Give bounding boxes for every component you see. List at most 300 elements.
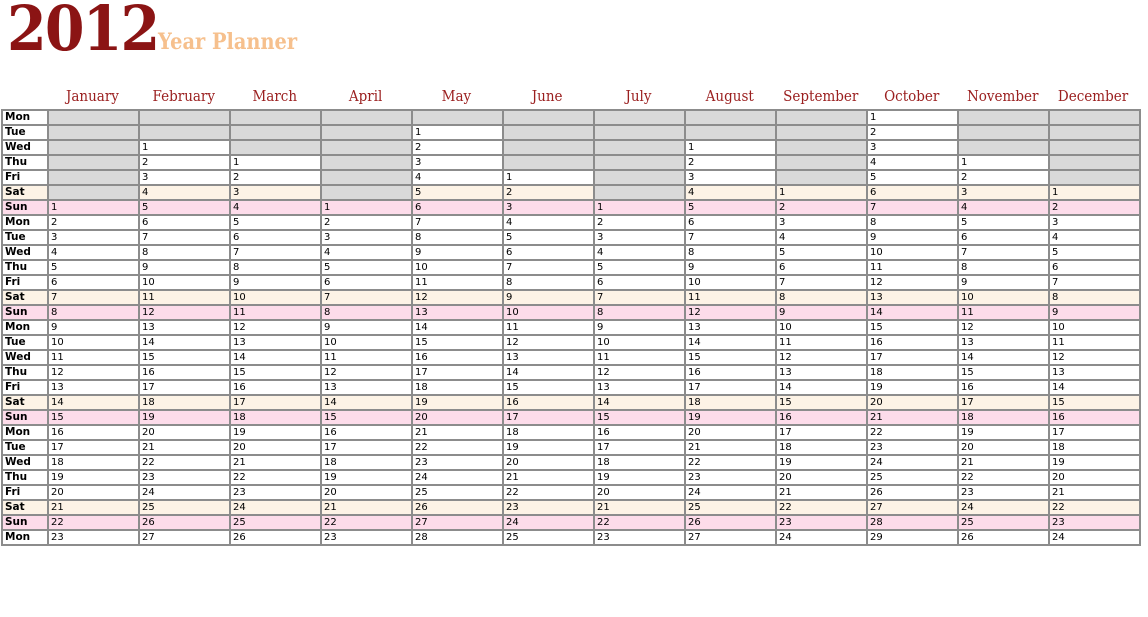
day-cell[interactable]: 4 <box>776 230 867 245</box>
day-cell[interactable]: 14 <box>1049 380 1140 395</box>
day-cell[interactable]: 19 <box>776 455 867 470</box>
day-cell[interactable]: 22 <box>958 470 1049 485</box>
day-cell[interactable]: 8 <box>958 260 1049 275</box>
day-cell[interactable]: 8 <box>1049 290 1140 305</box>
day-cell[interactable]: 23 <box>412 455 503 470</box>
day-cell[interactable]: 10 <box>867 245 958 260</box>
day-cell[interactable]: 27 <box>412 515 503 530</box>
day-cell[interactable]: 26 <box>958 530 1049 545</box>
day-cell[interactable]: 1 <box>594 200 685 215</box>
day-cell[interactable]: 17 <box>139 380 230 395</box>
day-cell[interactable]: 21 <box>776 485 867 500</box>
day-cell[interactable]: 24 <box>685 485 776 500</box>
day-cell[interactable]: 14 <box>321 395 412 410</box>
blank-cell[interactable] <box>230 140 321 155</box>
day-cell[interactable]: 25 <box>139 500 230 515</box>
day-cell[interactable]: 17 <box>685 380 776 395</box>
blank-cell[interactable] <box>1049 140 1140 155</box>
day-cell[interactable]: 6 <box>867 185 958 200</box>
day-cell[interactable]: 2 <box>867 125 958 140</box>
day-cell[interactable]: 5 <box>412 185 503 200</box>
day-cell[interactable]: 20 <box>685 425 776 440</box>
day-cell[interactable]: 7 <box>139 230 230 245</box>
blank-cell[interactable] <box>230 110 321 125</box>
blank-cell[interactable] <box>503 140 594 155</box>
day-cell[interactable]: 5 <box>594 260 685 275</box>
day-cell[interactable]: 11 <box>867 260 958 275</box>
day-cell[interactable]: 6 <box>1049 260 1140 275</box>
blank-cell[interactable] <box>1049 155 1140 170</box>
day-cell[interactable]: 17 <box>321 440 412 455</box>
day-cell[interactable]: 15 <box>48 410 139 425</box>
day-cell[interactable]: 9 <box>1049 305 1140 320</box>
blank-cell[interactable] <box>776 110 867 125</box>
day-cell[interactable]: 19 <box>48 470 139 485</box>
day-cell[interactable]: 16 <box>48 425 139 440</box>
day-cell[interactable]: 16 <box>321 425 412 440</box>
day-cell[interactable]: 27 <box>139 530 230 545</box>
day-cell[interactable]: 4 <box>958 200 1049 215</box>
day-cell[interactable]: 19 <box>594 470 685 485</box>
day-cell[interactable]: 8 <box>594 305 685 320</box>
day-cell[interactable]: 22 <box>1049 500 1140 515</box>
day-cell[interactable]: 20 <box>958 440 1049 455</box>
day-cell[interactable]: 28 <box>412 530 503 545</box>
blank-cell[interactable] <box>958 140 1049 155</box>
day-cell[interactable]: 22 <box>867 425 958 440</box>
day-cell[interactable]: 9 <box>139 260 230 275</box>
day-cell[interactable]: 20 <box>776 470 867 485</box>
day-cell[interactable]: 6 <box>48 275 139 290</box>
day-cell[interactable]: 19 <box>867 380 958 395</box>
day-cell[interactable]: 23 <box>503 500 594 515</box>
day-cell[interactable]: 24 <box>958 500 1049 515</box>
day-cell[interactable]: 16 <box>776 410 867 425</box>
blank-cell[interactable] <box>776 155 867 170</box>
day-cell[interactable]: 15 <box>958 365 1049 380</box>
day-cell[interactable]: 12 <box>230 320 321 335</box>
blank-cell[interactable] <box>958 125 1049 140</box>
day-cell[interactable]: 23 <box>776 515 867 530</box>
day-cell[interactable]: 15 <box>685 350 776 365</box>
day-cell[interactable]: 12 <box>867 275 958 290</box>
day-cell[interactable]: 7 <box>867 200 958 215</box>
day-cell[interactable]: 21 <box>412 425 503 440</box>
day-cell[interactable]: 21 <box>48 500 139 515</box>
blank-cell[interactable] <box>48 110 139 125</box>
day-cell[interactable]: 2 <box>1049 200 1140 215</box>
day-cell[interactable]: 2 <box>503 185 594 200</box>
day-cell[interactable]: 23 <box>1049 515 1140 530</box>
day-cell[interactable]: 17 <box>958 395 1049 410</box>
day-cell[interactable]: 4 <box>594 245 685 260</box>
day-cell[interactable]: 23 <box>230 485 321 500</box>
day-cell[interactable]: 25 <box>867 470 958 485</box>
day-cell[interactable]: 17 <box>776 425 867 440</box>
day-cell[interactable]: 1 <box>958 155 1049 170</box>
day-cell[interactable]: 27 <box>685 530 776 545</box>
day-cell[interactable]: 4 <box>48 245 139 260</box>
blank-cell[interactable] <box>321 125 412 140</box>
day-cell[interactable]: 10 <box>1049 320 1140 335</box>
day-cell[interactable]: 24 <box>1049 530 1140 545</box>
day-cell[interactable]: 11 <box>412 275 503 290</box>
day-cell[interactable]: 22 <box>594 515 685 530</box>
day-cell[interactable]: 13 <box>867 290 958 305</box>
day-cell[interactable]: 16 <box>685 365 776 380</box>
day-cell[interactable]: 23 <box>594 530 685 545</box>
day-cell[interactable]: 8 <box>230 260 321 275</box>
blank-cell[interactable] <box>321 155 412 170</box>
day-cell[interactable]: 2 <box>594 215 685 230</box>
day-cell[interactable]: 11 <box>594 350 685 365</box>
day-cell[interactable]: 28 <box>867 515 958 530</box>
day-cell[interactable]: 6 <box>321 275 412 290</box>
day-cell[interactable]: 8 <box>139 245 230 260</box>
blank-cell[interactable] <box>594 155 685 170</box>
day-cell[interactable]: 26 <box>139 515 230 530</box>
day-cell[interactable]: 19 <box>503 440 594 455</box>
day-cell[interactable]: 12 <box>503 335 594 350</box>
day-cell[interactable]: 16 <box>139 365 230 380</box>
day-cell[interactable]: 6 <box>776 260 867 275</box>
day-cell[interactable]: 2 <box>958 170 1049 185</box>
day-cell[interactable]: 6 <box>230 230 321 245</box>
day-cell[interactable]: 12 <box>1049 350 1140 365</box>
day-cell[interactable]: 18 <box>867 365 958 380</box>
day-cell[interactable]: 17 <box>867 350 958 365</box>
day-cell[interactable]: 4 <box>139 185 230 200</box>
day-cell[interactable]: 23 <box>958 485 1049 500</box>
day-cell[interactable]: 2 <box>321 215 412 230</box>
day-cell[interactable]: 20 <box>230 440 321 455</box>
day-cell[interactable]: 18 <box>412 380 503 395</box>
day-cell[interactable]: 12 <box>139 305 230 320</box>
day-cell[interactable]: 21 <box>139 440 230 455</box>
blank-cell[interactable] <box>139 125 230 140</box>
day-cell[interactable]: 3 <box>412 155 503 170</box>
day-cell[interactable]: 2 <box>230 170 321 185</box>
day-cell[interactable]: 2 <box>412 140 503 155</box>
day-cell[interactable]: 14 <box>594 395 685 410</box>
day-cell[interactable]: 19 <box>230 425 321 440</box>
day-cell[interactable]: 13 <box>230 335 321 350</box>
day-cell[interactable]: 20 <box>321 485 412 500</box>
day-cell[interactable]: 13 <box>139 320 230 335</box>
day-cell[interactable]: 14 <box>958 350 1049 365</box>
blank-cell[interactable] <box>594 170 685 185</box>
blank-cell[interactable] <box>321 110 412 125</box>
day-cell[interactable]: 5 <box>321 260 412 275</box>
day-cell[interactable]: 25 <box>503 530 594 545</box>
day-cell[interactable]: 21 <box>321 500 412 515</box>
day-cell[interactable]: 3 <box>594 230 685 245</box>
day-cell[interactable]: 13 <box>776 365 867 380</box>
day-cell[interactable]: 22 <box>230 470 321 485</box>
day-cell[interactable]: 5 <box>139 200 230 215</box>
day-cell[interactable]: 1 <box>321 200 412 215</box>
day-cell[interactable]: 4 <box>321 245 412 260</box>
day-cell[interactable]: 26 <box>412 500 503 515</box>
blank-cell[interactable] <box>48 185 139 200</box>
day-cell[interactable]: 9 <box>685 260 776 275</box>
day-cell[interactable]: 6 <box>412 200 503 215</box>
day-cell[interactable]: 7 <box>1049 275 1140 290</box>
day-cell[interactable]: 22 <box>685 455 776 470</box>
day-cell[interactable]: 18 <box>503 425 594 440</box>
day-cell[interactable]: 17 <box>412 365 503 380</box>
day-cell[interactable]: 4 <box>1049 230 1140 245</box>
day-cell[interactable]: 6 <box>958 230 1049 245</box>
day-cell[interactable]: 8 <box>321 305 412 320</box>
day-cell[interactable]: 18 <box>139 395 230 410</box>
day-cell[interactable]: 11 <box>503 320 594 335</box>
day-cell[interactable]: 21 <box>594 500 685 515</box>
day-cell[interactable]: 15 <box>503 380 594 395</box>
day-cell[interactable]: 16 <box>230 380 321 395</box>
day-cell[interactable]: 21 <box>958 455 1049 470</box>
day-cell[interactable]: 18 <box>1049 440 1140 455</box>
day-cell[interactable]: 9 <box>594 320 685 335</box>
day-cell[interactable]: 5 <box>230 215 321 230</box>
day-cell[interactable]: 3 <box>867 140 958 155</box>
day-cell[interactable]: 5 <box>48 260 139 275</box>
day-cell[interactable]: 3 <box>48 230 139 245</box>
day-cell[interactable]: 10 <box>230 290 321 305</box>
day-cell[interactable]: 9 <box>503 290 594 305</box>
day-cell[interactable]: 10 <box>412 260 503 275</box>
day-cell[interactable]: 22 <box>412 440 503 455</box>
blank-cell[interactable] <box>594 140 685 155</box>
day-cell[interactable]: 18 <box>48 455 139 470</box>
day-cell[interactable]: 3 <box>503 200 594 215</box>
day-cell[interactable]: 20 <box>503 455 594 470</box>
day-cell[interactable]: 15 <box>139 350 230 365</box>
day-cell[interactable]: 11 <box>139 290 230 305</box>
day-cell[interactable]: 18 <box>594 455 685 470</box>
day-cell[interactable]: 21 <box>685 440 776 455</box>
day-cell[interactable]: 22 <box>48 515 139 530</box>
day-cell[interactable]: 14 <box>867 305 958 320</box>
day-cell[interactable]: 22 <box>503 485 594 500</box>
day-cell[interactable]: 14 <box>503 365 594 380</box>
day-cell[interactable]: 1 <box>503 170 594 185</box>
day-cell[interactable]: 16 <box>503 395 594 410</box>
day-cell[interactable]: 9 <box>867 230 958 245</box>
day-cell[interactable]: 4 <box>867 155 958 170</box>
day-cell[interactable]: 21 <box>230 455 321 470</box>
day-cell[interactable]: 9 <box>776 305 867 320</box>
day-cell[interactable]: 10 <box>321 335 412 350</box>
blank-cell[interactable] <box>1049 110 1140 125</box>
day-cell[interactable]: 8 <box>867 215 958 230</box>
day-cell[interactable]: 15 <box>321 410 412 425</box>
day-cell[interactable]: 9 <box>958 275 1049 290</box>
day-cell[interactable]: 26 <box>685 515 776 530</box>
day-cell[interactable]: 23 <box>685 470 776 485</box>
day-cell[interactable]: 11 <box>230 305 321 320</box>
day-cell[interactable]: 25 <box>412 485 503 500</box>
day-cell[interactable]: 18 <box>958 410 1049 425</box>
blank-cell[interactable] <box>230 125 321 140</box>
day-cell[interactable]: 21 <box>503 470 594 485</box>
day-cell[interactable]: 1 <box>685 140 776 155</box>
day-cell[interactable]: 11 <box>958 305 1049 320</box>
blank-cell[interactable] <box>139 110 230 125</box>
day-cell[interactable]: 2 <box>685 155 776 170</box>
day-cell[interactable]: 7 <box>48 290 139 305</box>
day-cell[interactable]: 20 <box>1049 470 1140 485</box>
day-cell[interactable]: 11 <box>1049 335 1140 350</box>
blank-cell[interactable] <box>594 185 685 200</box>
day-cell[interactable]: 15 <box>412 335 503 350</box>
day-cell[interactable]: 15 <box>594 410 685 425</box>
day-cell[interactable]: 10 <box>594 335 685 350</box>
day-cell[interactable]: 6 <box>503 245 594 260</box>
day-cell[interactable]: 12 <box>48 365 139 380</box>
day-cell[interactable]: 24 <box>230 500 321 515</box>
day-cell[interactable]: 4 <box>230 200 321 215</box>
day-cell[interactable]: 23 <box>321 530 412 545</box>
day-cell[interactable]: 3 <box>139 170 230 185</box>
day-cell[interactable]: 20 <box>412 410 503 425</box>
day-cell[interactable]: 6 <box>139 215 230 230</box>
day-cell[interactable]: 11 <box>776 335 867 350</box>
day-cell[interactable]: 12 <box>412 290 503 305</box>
day-cell[interactable]: 18 <box>230 410 321 425</box>
day-cell[interactable]: 8 <box>412 230 503 245</box>
day-cell[interactable]: 7 <box>776 275 867 290</box>
day-cell[interactable]: 13 <box>503 350 594 365</box>
day-cell[interactable]: 4 <box>412 170 503 185</box>
day-cell[interactable]: 26 <box>230 530 321 545</box>
day-cell[interactable]: 16 <box>412 350 503 365</box>
day-cell[interactable]: 15 <box>1049 395 1140 410</box>
day-cell[interactable]: 8 <box>685 245 776 260</box>
day-cell[interactable]: 7 <box>594 290 685 305</box>
day-cell[interactable]: 10 <box>776 320 867 335</box>
day-cell[interactable]: 7 <box>503 260 594 275</box>
day-cell[interactable]: 29 <box>867 530 958 545</box>
day-cell[interactable]: 3 <box>230 185 321 200</box>
day-cell[interactable]: 1 <box>48 200 139 215</box>
blank-cell[interactable] <box>321 185 412 200</box>
blank-cell[interactable] <box>776 125 867 140</box>
day-cell[interactable]: 1 <box>412 125 503 140</box>
day-cell[interactable]: 12 <box>776 350 867 365</box>
day-cell[interactable]: 22 <box>139 455 230 470</box>
day-cell[interactable]: 23 <box>139 470 230 485</box>
blank-cell[interactable] <box>685 125 776 140</box>
day-cell[interactable]: 13 <box>321 380 412 395</box>
day-cell[interactable]: 7 <box>685 230 776 245</box>
day-cell[interactable]: 5 <box>1049 245 1140 260</box>
day-cell[interactable]: 1 <box>776 185 867 200</box>
day-cell[interactable]: 18 <box>776 440 867 455</box>
day-cell[interactable]: 10 <box>48 335 139 350</box>
day-cell[interactable]: 13 <box>594 380 685 395</box>
day-cell[interactable]: 5 <box>776 245 867 260</box>
day-cell[interactable]: 18 <box>321 455 412 470</box>
day-cell[interactable]: 25 <box>230 515 321 530</box>
day-cell[interactable]: 19 <box>1049 455 1140 470</box>
day-cell[interactable]: 17 <box>48 440 139 455</box>
blank-cell[interactable] <box>1049 125 1140 140</box>
day-cell[interactable]: 22 <box>776 500 867 515</box>
day-cell[interactable]: 20 <box>48 485 139 500</box>
day-cell[interactable]: 2 <box>776 200 867 215</box>
day-cell[interactable]: 6 <box>594 275 685 290</box>
day-cell[interactable]: 1 <box>867 110 958 125</box>
day-cell[interactable]: 11 <box>685 290 776 305</box>
day-cell[interactable]: 24 <box>412 470 503 485</box>
day-cell[interactable]: 2 <box>139 155 230 170</box>
day-cell[interactable]: 2 <box>48 215 139 230</box>
day-cell[interactable]: 12 <box>958 320 1049 335</box>
day-cell[interactable]: 25 <box>958 515 1049 530</box>
day-cell[interactable]: 19 <box>685 410 776 425</box>
day-cell[interactable]: 5 <box>685 200 776 215</box>
day-cell[interactable]: 13 <box>48 380 139 395</box>
day-cell[interactable]: 12 <box>321 365 412 380</box>
day-cell[interactable]: 16 <box>867 335 958 350</box>
day-cell[interactable]: 20 <box>594 485 685 500</box>
day-cell[interactable]: 5 <box>958 215 1049 230</box>
day-cell[interactable]: 5 <box>503 230 594 245</box>
day-cell[interactable]: 13 <box>412 305 503 320</box>
day-cell[interactable]: 3 <box>321 230 412 245</box>
day-cell[interactable]: 15 <box>230 365 321 380</box>
day-cell[interactable]: 14 <box>412 320 503 335</box>
day-cell[interactable]: 13 <box>685 320 776 335</box>
day-cell[interactable]: 17 <box>594 440 685 455</box>
blank-cell[interactable] <box>321 140 412 155</box>
day-cell[interactable]: 27 <box>867 500 958 515</box>
day-cell[interactable]: 21 <box>867 410 958 425</box>
blank-cell[interactable] <box>594 125 685 140</box>
day-cell[interactable]: 3 <box>1049 215 1140 230</box>
day-cell[interactable]: 12 <box>594 365 685 380</box>
day-cell[interactable]: 20 <box>139 425 230 440</box>
day-cell[interactable]: 17 <box>230 395 321 410</box>
day-cell[interactable]: 11 <box>321 350 412 365</box>
day-cell[interactable]: 10 <box>958 290 1049 305</box>
day-cell[interactable]: 13 <box>958 335 1049 350</box>
day-cell[interactable]: 8 <box>48 305 139 320</box>
day-cell[interactable]: 25 <box>685 500 776 515</box>
day-cell[interactable]: 1 <box>1049 185 1140 200</box>
day-cell[interactable]: 17 <box>1049 425 1140 440</box>
blank-cell[interactable] <box>48 155 139 170</box>
day-cell[interactable]: 7 <box>321 290 412 305</box>
day-cell[interactable]: 8 <box>776 290 867 305</box>
day-cell[interactable]: 16 <box>1049 410 1140 425</box>
day-cell[interactable]: 16 <box>958 380 1049 395</box>
day-cell[interactable]: 9 <box>321 320 412 335</box>
day-cell[interactable]: 1 <box>230 155 321 170</box>
day-cell[interactable]: 23 <box>867 440 958 455</box>
blank-cell[interactable] <box>412 110 503 125</box>
day-cell[interactable]: 14 <box>776 380 867 395</box>
day-cell[interactable]: 3 <box>685 170 776 185</box>
day-cell[interactable]: 8 <box>503 275 594 290</box>
day-cell[interactable]: 23 <box>48 530 139 545</box>
day-cell[interactable]: 15 <box>867 320 958 335</box>
day-cell[interactable]: 12 <box>685 305 776 320</box>
day-cell[interactable]: 21 <box>1049 485 1140 500</box>
day-cell[interactable]: 22 <box>321 515 412 530</box>
blank-cell[interactable] <box>776 170 867 185</box>
